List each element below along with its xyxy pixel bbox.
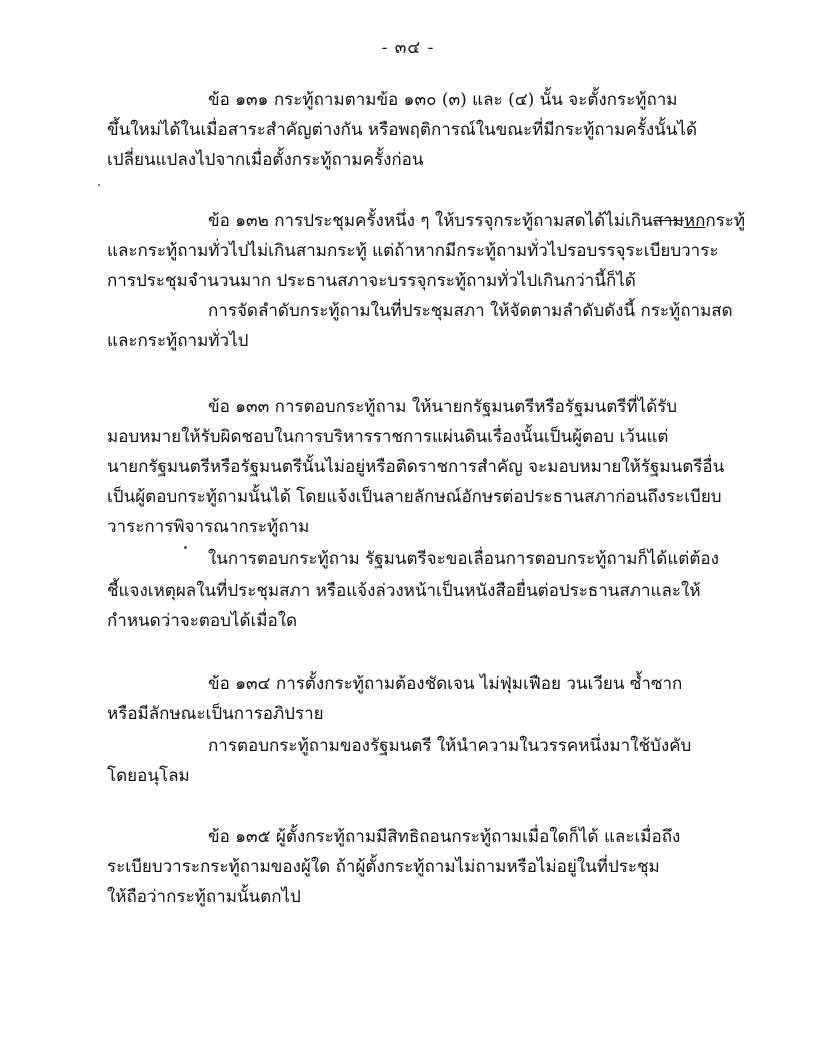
article-134-line-3: การตอบกระทู้ถามของรัฐมนตรี ให้นำความในวรรคหนึ่งมาใช้บังคับ [208,736,692,756]
article-131-line-1: ข้อ ๑๓๑ กระทู้ถามตามข้อ ๑๓๐ (๓) และ (๔) นั้น จะตั้งกระทู้ถาม [208,90,678,110]
article-133-line-1: ข้อ ๑๓๓ การตอบกระทู้ถาม ให้นายกรัฐมนตรีหรือรัฐมนตรีที่ได้รับ [208,397,678,417]
article-133-line-2: มอบหมายให้รับผิดชอบในการบริหารราชการแผ่นดินเรื่องนั้นเป็นผู้ตอบ เว้นแต่ [107,427,669,447]
article-132-line-3: การประชุมจำนวนมาก ประธานสภาจะบรรจุกระทู้ถามทั่วไปเกินกว่านี้ก็ได้ [107,271,636,291]
article-133-line-4: เป็นผู้ตอบกระทู้ถามนั้นได้ โดยแจ้งเป็นลายลักษณ์อักษรต่อประธานสภาก่อนถึงระเบียบ [107,487,722,507]
deleted-text: สาม [652,211,684,231]
article-135-line-2: ระเบียบวาระกระทู้ถามของผู้ใด ถ้าผู้ตั้งกระทู้ถามไม่ถามหรือไม่อยู่ในที่ประชุม [107,857,660,877]
article-133-line-5: วาระการพิจารณากระทู้ถาม [107,517,310,537]
article-132-line-1-end: กระทู้ [705,211,746,231]
article-131-line-3: เปลี่ยนแปลงไปจากเมื่อตั้งกระทู้ถามครั้งก่อน [107,150,424,170]
scan-speck [98,184,100,186]
article-133-line-7: ชี้แจงเหตุผลในที่ประชุมสภา หรือแจ้งล่วงหน้าเป็นหนังสือยื่นต่อประธานสภาและให้ [107,581,701,601]
article-132-line-4: การจัดลำดับกระทู้ถามในที่ประชุมสภา ให้จัดตามลำดับดังนี้ กระทู้ถามสด [208,301,733,321]
article-132-line-5: และกระทู้ถามทั่วไป [107,331,249,351]
article-135-line-3: ให้ถือว่ากระทู้ถามนั้นตกไป [107,887,301,907]
page-number: - ๓๔ - [381,38,435,58]
article-134-line-1: ข้อ ๑๓๔ การตั้งกระทู้ถามต้องชัดเจน ไม่ฟุ่มเฟือย วนเวียน ซ้ำซาก [208,674,683,694]
article-133-line-6: ในการตอบกระทู้ถาม รัฐมนตรีจะขอเลื่อนการตอบกระทู้ถามก็ได้แต่ต้อง [208,549,719,569]
inserted-text: หก [683,211,706,231]
article-132-line-1 [208,211,745,231]
article-132-line-2: และกระทู้ถามทั่วไปไม่เกินสามกระทู้ แต่ถ้าหากมีกระทู้ถามทั่วไปรอบรรจุระเบียบวาระ [107,241,719,261]
article-133-line-3: นายกรัฐมนตรีหรือรัฐมนตรีนั้นไม่อยู่หรือติดราชการสำคัญ จะมอบหมายให้รัฐมนตรีอื่น [107,457,725,477]
article-134-line-4: โดยอนุโลม [107,766,190,786]
article-132-line-1-text: ข้อ ๑๓๒ การประชุมครั้งหนึ่ง ๆ ให้บรรจุกระทู้ถามสดได้ไม่เกิน [208,211,653,231]
article-134-line-2: หรือมีลักษณะเป็นการอภิปราย [107,704,324,724]
scan-speck [184,546,187,549]
article-131-line-2: ขึ้นใหม่ได้ในเมื่อสาระสำคัญต่างกัน หรือพฤติการณ์ในขณะที่มีกระทู้ถามครั้งนั้นได้ [107,120,697,140]
article-133-line-8: กำหนดว่าจะตอบได้เมื่อใด [107,611,298,631]
article-135-line-1: ข้อ ๑๓๕ ผู้ตั้งกระทู้ถามมีสิทธิถอนกระทู้ถามเมื่อใดก็ได้ และเมื่อถึง [208,827,681,847]
